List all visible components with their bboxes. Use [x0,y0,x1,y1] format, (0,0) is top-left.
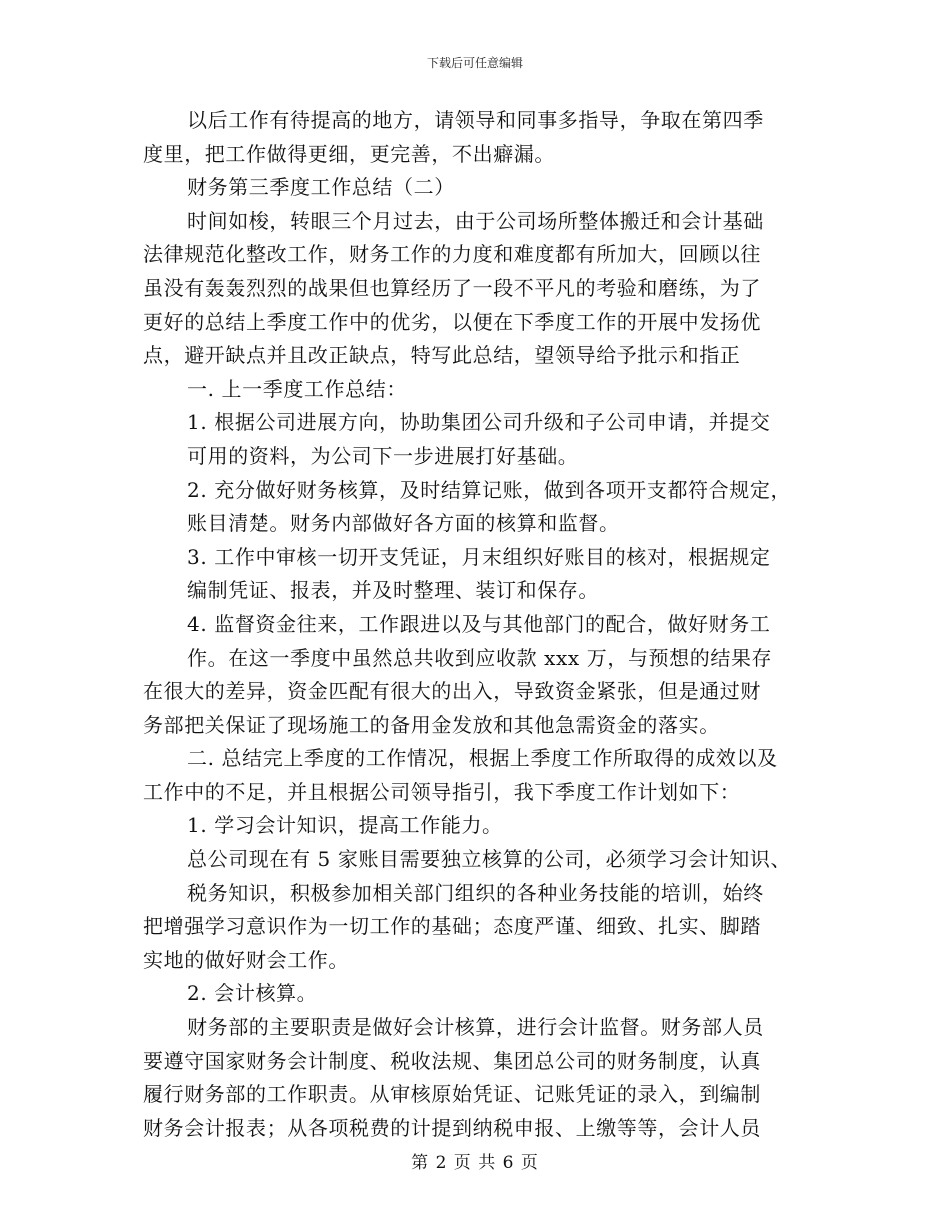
text-line: 一. 上一季度工作总结： [187,376,407,401]
text-line: 点，避开缺点并且改正缺点，特写此总结，望领导给予批示和指正 [143,343,741,368]
text-line: 虽没有轰轰烈烈的战果但也算经历了一段不平凡的考验和磨练，为了 [143,275,761,300]
text-line: 财务第三季度工作总结（二） [187,175,455,200]
text-line: 度里，把工作做得更细，更完善，不出癖漏。 [143,141,555,166]
text-line: 财务部的主要职责是做好会计核算，进行会计监督。财务部人员 [187,1015,764,1040]
text-line: 实地的做好财会工作。 [143,947,349,972]
text-line: 把增强学习意识作为一切工作的基础；态度严谨、细致、扎实、脚踏 [143,914,761,939]
text-line: 4. 监督资金往来，工作跟进以及与其他部门的配合，做好财务工 [187,611,771,636]
text-line: 账目清楚。财务内部做好各方面的核算和监督。 [187,511,620,536]
text-line: 二. 总结完上季度的工作情况，根据上季度工作所取得的成效以及 [187,746,778,771]
text-line: 1. 根据公司进展方向，协助集团公司升级和子公司申请，并提交 [187,410,771,435]
text-line: 以后工作有待提高的地方，请领导和同事多指导，争取在第四季 [187,108,764,132]
page-footer: 第 2 页 共 6 页 [411,1153,539,1173]
text-line: 务部把关保证了现场施工的备用金发放和其他急需资金的落实。 [143,712,720,737]
text-line: 作。在这一季度中虽然总共收到应收款 xxx 万，与预想的结果存 [187,645,773,670]
page-header: 下载后可任意编辑 [426,56,523,70]
text-line: 3. 工作中审核一切开支凭证，月末组织好账目的核对，根据规定 [187,544,771,569]
text-line: 可用的资料，为公司下一步进展打好基础。 [187,443,579,468]
text-line: 2. 充分做好财务核算，及时结算记账，做到各项开支都符合规定， [187,477,792,502]
text-line: 税务知识，积极参加相关部门组织的各种业务技能的培训，始终 [187,880,764,905]
text-line: 要遵守国家财务会计制度、税收法规、集团总公司的财务制度，认真 [143,1048,761,1073]
text-line: 更好的总结上季度工作中的优劣，以便在下季度工作的开展中发扬优 [143,309,761,334]
text-line: 1. 学习会计知识，提高工作能力。 [187,813,503,838]
text-line: 履行财务部的工作职责。从审核原始凭证、记账凭证的录入，到编制 [143,1082,761,1107]
text-line: 时间如梭，转眼三个月过去，由于公司场所整体搬迁和会计基础 [187,208,764,233]
text-line: 在很大的差异，资金匹配有很大的出入，导致资金紧张，但是通过财 [143,679,761,704]
text-line: 法律规范化整改工作，财务工作的力度和难度都有所加大，回顾以往 [143,242,761,267]
document-body [143,104,833,1145]
text-line: 2. 会计核算。 [187,981,318,1006]
text-line: 财务会计报表；从各项税费的计提到纳税申报、上缴等等，会计人员 [143,1115,761,1140]
text-line: 编制凭证、报表，并及时整理、装订和保存。 [187,578,599,603]
text-line: 总公司现在有 5 家账目需要独立核算的公司，必须学习会计知识、 [187,847,792,872]
text-line: 工作中的不足，并且根据公司领导指引，我下季度工作计划如下： [143,779,741,804]
